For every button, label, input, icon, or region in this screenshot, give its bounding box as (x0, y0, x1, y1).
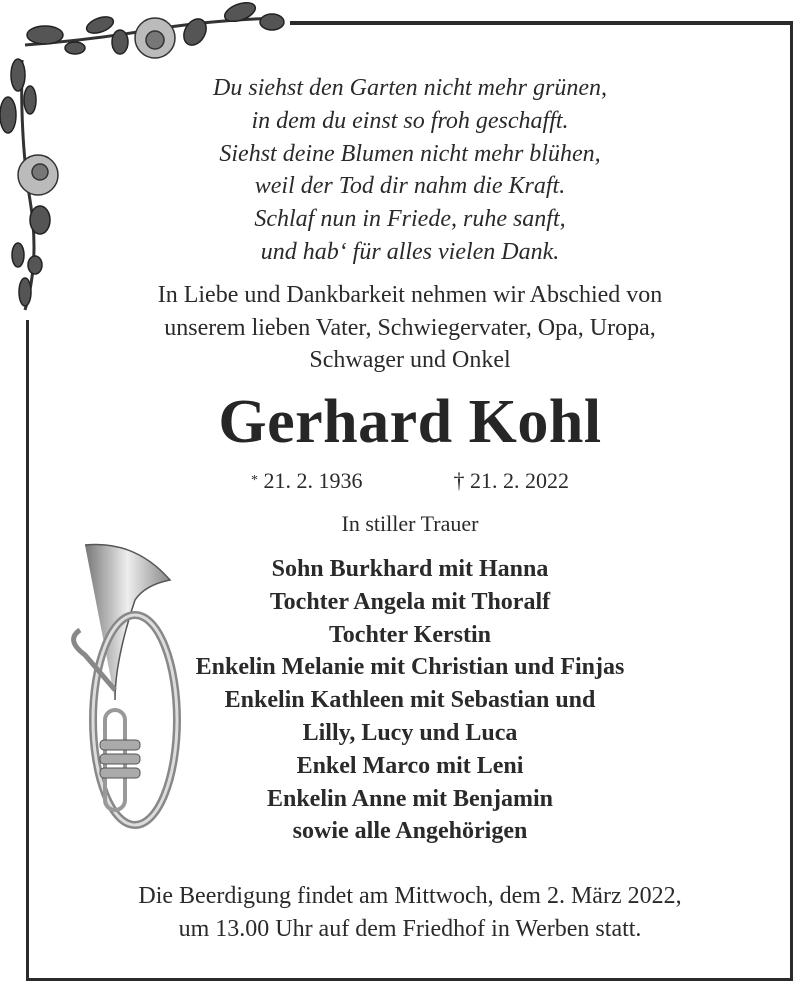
intro-line: In Liebe und Dankbarkeit nehmen wir Abschied von (157, 282, 663, 308)
funeral-line: um 13.00 Uhr auf dem Friedhof in Werben statt. (178, 916, 642, 942)
mourner-line: Enkelin Anne mit Benjamin (266, 785, 554, 812)
poem-line: Siehst deine Blumen nicht mehr blühen, (219, 140, 601, 167)
death-date: 21. 2. 2022 (470, 468, 569, 493)
mourner-line: Enkelin Melanie mit Christian und Finjas (195, 654, 625, 681)
mourner-line: Enkel Marco mit Leni (296, 752, 524, 779)
life-dates (30, 466, 790, 496)
mourner-line: Lilly, Lucy und Luca (302, 719, 518, 746)
poem-line: weil der Tod dir nahm die Kraft. (254, 173, 566, 200)
intro-line: unserem lieben Vater, Schwiegervater, Opa, Uropa, (164, 314, 656, 341)
mourners-list (60, 553, 760, 848)
mourning-label: In stiller Trauer (341, 511, 479, 536)
death-symbol: † (453, 468, 465, 493)
poem-line: Du siehst den Garten nicht mehr grünen, (213, 75, 607, 101)
birth-date: 21. 2. 1936 (263, 468, 363, 493)
memorial-poem (30, 72, 790, 269)
mourner-line: Sohn Burkhard mit Hanna (271, 556, 549, 582)
mourner-line: Tochter Kerstin (329, 621, 491, 648)
funeral-line: Die Beerdigung findet am Mittwoch, dem 2. März 2022, (138, 883, 682, 909)
birth-symbol: * (251, 473, 258, 488)
funeral-info (30, 880, 790, 946)
poem-line: und hab‘ für alles vielen Dank. (260, 238, 560, 265)
intro-line: Schwager und Onkel (309, 347, 511, 373)
farewell-intro (30, 279, 790, 377)
poem-line: in dem du einst so froh geschafft. (251, 107, 569, 134)
mourner-line: Enkelin Kathleen mit Sebastian und (224, 687, 596, 714)
poem-line: Schlaf nun in Friede, ruhe sanft, (254, 206, 566, 233)
mourner-line: sowie alle Angehörigen (292, 818, 528, 845)
mourner-line: Tochter Angela mit Thoralf (269, 588, 551, 615)
deceased-name: Gerhard Kohl (218, 388, 602, 456)
